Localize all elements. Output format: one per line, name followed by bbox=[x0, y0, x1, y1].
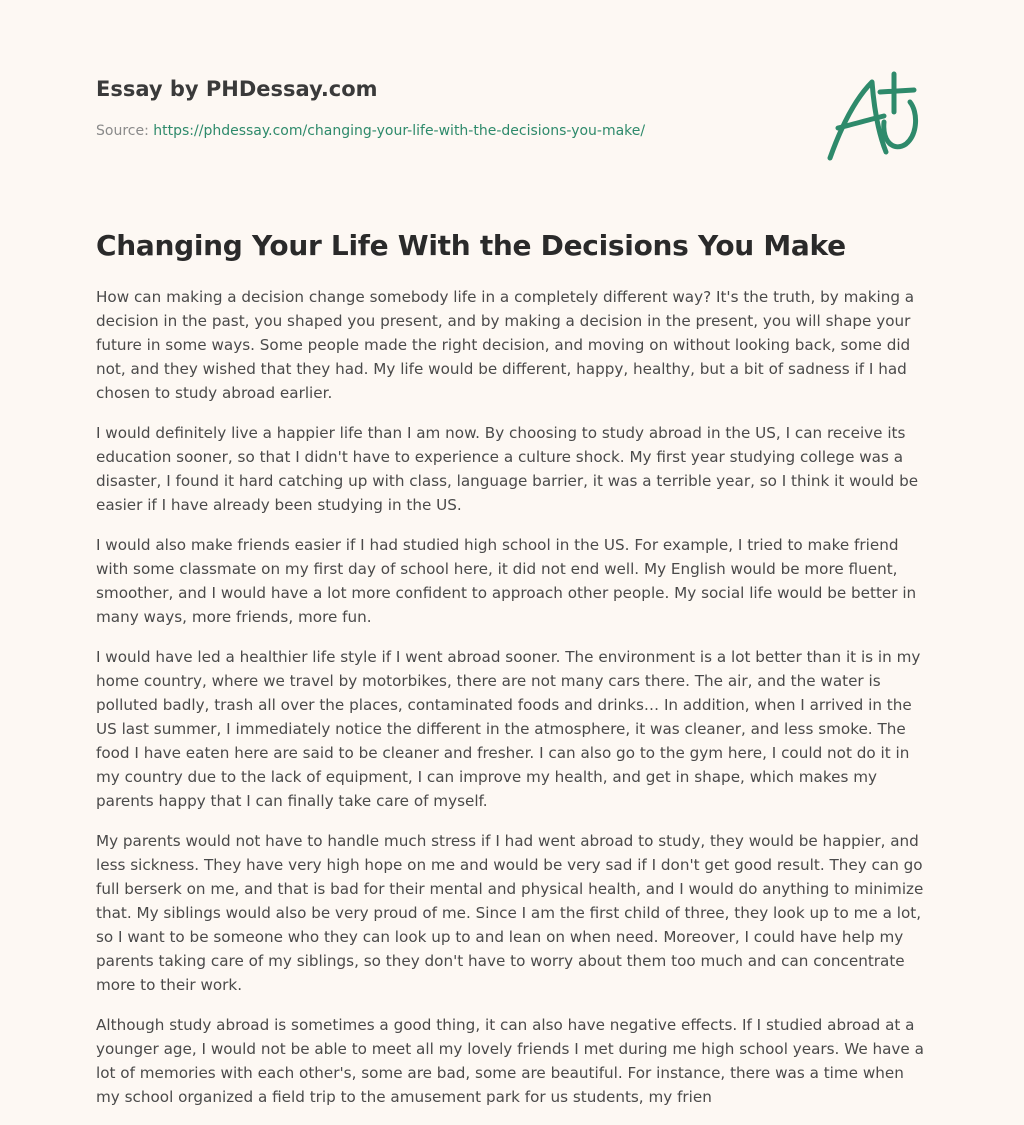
site-header bbox=[96, 74, 796, 141]
source-line bbox=[96, 121, 796, 141]
site-title: Essay by PHDessay.com bbox=[96, 77, 378, 101]
essay-paragraph: I would have led a healthier life style if I went abroad sooner. The environment is a lot better than it is in my home country, where we travel by motorbikes, there are not many cars there. The air, and the water is polluted badly, trash all over the places, contaminated foods and drinks… In addition, when I arrived in the US last summer, I immediately notice the different in the atmosphere, it was cleaner, and less smoke. The food I have eaten here are said to be cleaner and fresher. I can also go to the gym here, I could not do it in my country due to the lack of equipment, I can improve my health, and get in shape, which makes my parents happy that I can finally take care of myself. bbox=[96, 648, 921, 810]
essay-paragraph: My parents would not have to handle much stress if I had went abroad to study, they would be happier, and less sickness. They have very high hope on me and would be very sad if I don't get good result. They can go full berserk on me, and that is bad for their mental and physical health, and I would do anything to minimize that. My siblings would also be very proud of me. Since I am the first child of three, they look up to me a lot, so I want to be someone who they can look up to and lean on when need. Moreover, I could have help my parents taking care of my siblings, so they don't have to worry about them too much and can concentrate more to their work. bbox=[96, 832, 924, 994]
source-link[interactable]: https://phdessay.com/changing-your-life-with-the-decisions-you-make/ bbox=[153, 123, 646, 139]
essay-body bbox=[96, 285, 932, 1125]
essay-paragraph: I would definitely live a happier life than I am now. By choosing to study abroad in the US, I can receive its education sooner, so that I didn't have to experience a culture shock. My first year studying college was a disaster, I found it hard catching up with class, language barrier, it was a terrible year, so I think it would be easier if I have already been studying in the US. bbox=[96, 424, 919, 514]
a-plus-logo-icon bbox=[822, 68, 926, 164]
essay-paragraph: I would also make friends easier if I had studied high school in the US. For example, I tried to make friend with some classmate on my first day of school here, it did not end well. My English would be more fluent, smoother, and I would have a lot more confident to approach other people. My social life would be better in many ways, more friends, more fun. bbox=[96, 536, 917, 626]
source-label: Source: bbox=[96, 123, 154, 139]
essay-paragraph: How can making a decision change somebody life in a completely different way? It's the truth, by making a decision in the past, you shaped you present, and by making a decision in the present, you will shape your future in some ways. Some people made the right decision, and moving on without looking back, some did not, and they wished that they had. My life would be different, happy, healthy, but a bit of sadness if I had chosen to study abroad earlier. bbox=[96, 288, 915, 402]
essay-title: Changing Your Life With the Decisions You Make bbox=[96, 229, 846, 262]
essay-paragraph: Although study abroad is sometimes a good thing, it can also have negative effects. If I studied abroad at a younger age, I would not be able to meet all my lovely friends I met during me high school years. We have a lot of memories with each other's, some are bad, some are beautiful. For instance, there was a time when my school organized a field trip to the amusement park for us students, my frien bbox=[96, 1016, 924, 1106]
